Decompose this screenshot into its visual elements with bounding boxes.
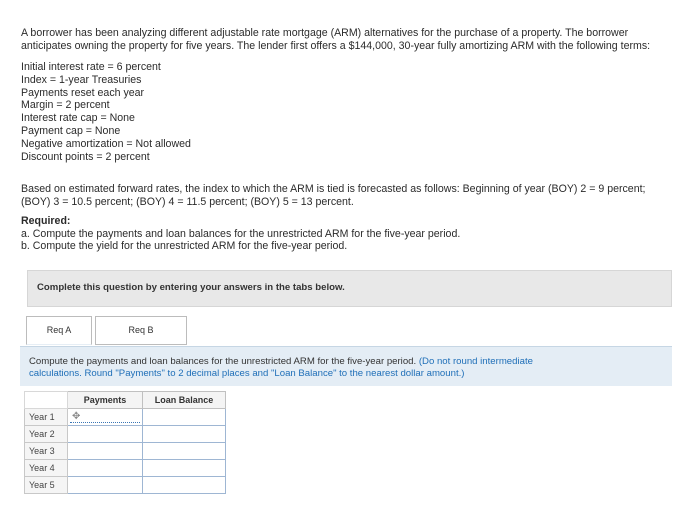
loan-terms-list [21,61,191,163]
term-margin: Margin = 2 percent [21,99,110,112]
term-index: Index = 1-year Treasuries [21,73,142,86]
term-interest-cap: Interest rate cap = None [21,112,135,125]
table-row [25,477,226,494]
problem-intro [21,27,700,52]
table-row [25,409,226,426]
corner-header [25,392,68,409]
required-heading: Required: [21,215,71,227]
panel-instruction: Compute the payments and loan balances for the unrestricted ARM for the five-year period. [29,356,417,367]
payments-input-year-5[interactable] [68,477,143,494]
forecast-text [21,183,700,208]
term-payment-cap: Payment cap = None [21,124,121,137]
forecast-line-1: Based on estimated forward rates, the index to which the ARM is tied is forecasted as follows: Beginning of year (BOY) 2 = 9 percent; [21,183,646,195]
balance-input-year-5[interactable] [143,477,226,494]
intro-line-2: anticipates owning the property for five years. The lender first offers a $144,000, 30-year fully amortizing ARM with the following terms: [21,39,651,52]
forecast-line-2: (BOY) 3 = 10.5 percent; (BOY) 4 = 11.5 percent; (BOY) 5 = 13 percent. [21,195,354,208]
row-label: Year 4 [25,460,68,477]
tab-req-b[interactable]: Req B [95,316,187,345]
payments-input-year-4[interactable] [68,460,143,477]
table-row [25,460,226,477]
balance-input-year-3[interactable] [143,443,226,460]
term-discount-points: Discount points = 2 percent [21,150,150,163]
balance-input-year-4[interactable] [143,460,226,477]
answer-table [24,391,226,494]
loan-balance-header: Loan Balance [143,392,226,409]
req-a-panel [20,346,672,386]
instruction-text: Complete this question by entering your answers in the tabs below. [37,282,345,293]
payments-input-year-2[interactable] [68,426,143,443]
intro-line-1: A borrower has been analyzing different adjustable rate mortgage (ARM) alternatives for the purchase of a property. The borrower [21,27,629,39]
table-row [25,443,226,460]
row-label: Year 1 [25,409,68,426]
table-row [25,426,226,443]
payments-header: Payments [68,392,143,409]
payments-input-year-3[interactable] [68,443,143,460]
panel-rounding-note-2: calculations. Round "Payments" to 2 decimal places and "Loan Balance" to the nearest dollar amount.) [29,367,465,379]
balance-input-year-1[interactable] [143,409,226,426]
payments-input-year-1[interactable] [68,409,143,426]
panel-rounding-note-1: (Do not round intermediate [418,356,533,367]
term-initial-rate: Initial interest rate = 6 percent [21,61,161,73]
tab-req-a[interactable]: Req A [26,316,92,345]
move-icon: ✥ [72,411,81,422]
instruction-bar [27,270,672,307]
required-b: b. Compute the yield for the unrestricted ARM for the five-year period. [21,240,348,252]
term-payment-reset: Payments reset each year [21,86,145,99]
term-negative-amortization: Negative amortization = Not allowed [21,137,191,150]
row-label: Year 2 [25,426,68,443]
required-section [21,215,460,253]
required-a: a. Compute the payments and loan balances for the unrestricted ARM for the five-year period. [21,227,461,240]
balance-input-year-2[interactable] [143,426,226,443]
row-label: Year 3 [25,443,68,460]
row-label: Year 5 [25,477,68,494]
